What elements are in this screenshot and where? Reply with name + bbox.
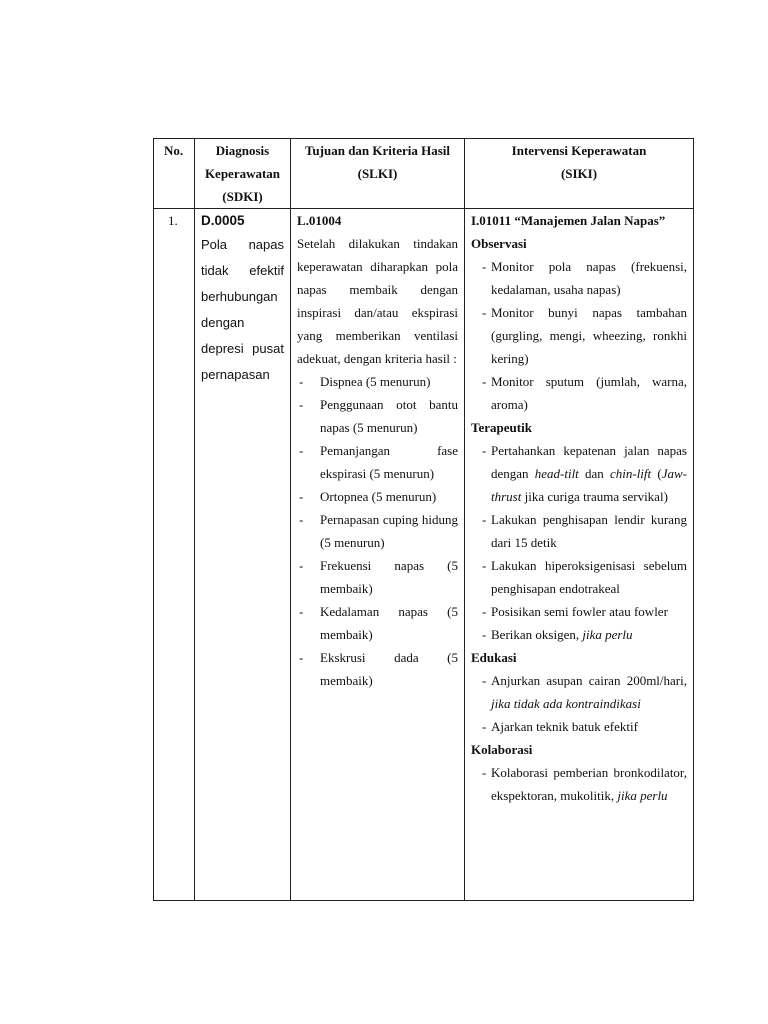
list-item: - Kedalaman napas (5 membaik) bbox=[297, 600, 458, 646]
list-item bbox=[471, 623, 687, 646]
row-number-cell bbox=[154, 209, 195, 901]
text-segment: Anjurkan asupan cairan 200ml/hari, bbox=[491, 673, 687, 688]
header-intervention-line: Intervensi Keperawatan bbox=[511, 143, 647, 158]
list-item bbox=[471, 669, 687, 715]
list-item: - Ajarkan teknik batuk efektif bbox=[471, 715, 687, 738]
text-segment: Kolaborasi pemberian bronkodilator, ekspektoran, mukolitik, bbox=[491, 765, 687, 803]
row-number: 1. bbox=[168, 213, 178, 228]
header-no bbox=[154, 139, 195, 209]
text-segment: jika curiga trauma servikal) bbox=[521, 489, 668, 504]
goal-text: Setelah dilakukan tindakan keperawatan diharapkan pola napas membaik dengan inspirasi dan/atau ekspirasi yang memberikan ventilasi adekuat, dengan kriteria hasil : bbox=[297, 236, 458, 366]
diagnosis-text: Pola napas tidak efektif berhubungan dengan depresi pusat pernapasan bbox=[201, 237, 284, 382]
header-diagnosis-line: Keperawatan bbox=[204, 166, 281, 181]
edukasi-heading: Edukasi bbox=[471, 650, 517, 665]
list-item: - Dispnea (5 menurun) bbox=[297, 370, 458, 393]
header-intervention bbox=[465, 139, 694, 209]
kolaborasi-list bbox=[471, 761, 687, 807]
header-intervention-line: (SIKI) bbox=[560, 166, 598, 181]
terapeutik-heading: Terapeutik bbox=[471, 420, 532, 435]
list-item: - Monitor pola napas (frekuensi, kedalaman, usaha napas) bbox=[471, 255, 687, 301]
list-item: - Monitor bunyi napas tambahan (gurgling, mengi, wheezing, ronkhi kering) bbox=[471, 301, 687, 370]
header-diagnosis-line: (SDKI) bbox=[222, 189, 263, 204]
list-item: - Ortopnea (5 menurun) bbox=[297, 485, 458, 508]
text-segment: ( bbox=[651, 466, 662, 481]
list-item: - Pemanjangan fase ekspirasi (5 menurun) bbox=[297, 439, 458, 485]
header-diagnosis-line: Diagnosis bbox=[215, 143, 270, 158]
italic-segment: Jaw-thrust bbox=[491, 466, 687, 504]
list-item bbox=[471, 761, 687, 807]
nursing-care-plan-table bbox=[153, 138, 694, 901]
text-segment: Pertahankan kepatenan jalan napas dengan bbox=[491, 443, 687, 481]
criteria-list bbox=[297, 370, 458, 692]
observasi-heading: Observasi bbox=[471, 236, 527, 251]
terapeutik-list bbox=[471, 439, 687, 646]
italic-segment: jika perlu bbox=[582, 627, 633, 642]
list-item: - Pernapasan cuping hidung (5 menurun) bbox=[297, 508, 458, 554]
italic-segment: jika perlu bbox=[617, 788, 668, 803]
list-item: - Penggunaan otot bantu napas (5 menurun) bbox=[297, 393, 458, 439]
text-segment: dan bbox=[578, 466, 610, 481]
diagnosis-cell bbox=[195, 209, 291, 901]
header-row bbox=[154, 139, 694, 209]
table-row bbox=[154, 209, 694, 901]
header-goals-line: (SLKI) bbox=[357, 166, 398, 181]
kolaborasi-heading: Kolaborasi bbox=[471, 742, 533, 757]
italic-segment: chin-lift bbox=[609, 466, 652, 481]
list-item: - Posisikan semi fowler atau fowler bbox=[471, 600, 687, 623]
list-item: - Frekuensi napas (5 membaik) bbox=[297, 554, 458, 600]
header-goals-line: Tujuan dan Kriteria Hasil bbox=[304, 143, 451, 158]
intervention-cell bbox=[465, 209, 694, 901]
list-item: - Ekskrusi dada (5 membaik) bbox=[297, 646, 458, 692]
list-item: - Lakukan hiperoksigenisasi sebelum penghisapan endotrakeal bbox=[471, 554, 687, 600]
goal-code: L.01004 bbox=[297, 213, 342, 228]
goals-cell bbox=[291, 209, 465, 901]
italic-segment: jika tidak ada kontraindikasi bbox=[491, 696, 641, 711]
list-item: - Monitor sputum (jumlah, warna, aroma) bbox=[471, 370, 687, 416]
intervention-code: I.01011 “Manajemen Jalan Napas” bbox=[471, 213, 666, 228]
list-item: - Lakukan penghisapan lendir kurang dari 15 detik bbox=[471, 508, 687, 554]
italic-segment: head-tilt bbox=[534, 466, 579, 481]
diagnosis-code: D.0005 bbox=[201, 213, 245, 228]
header-no-label: No. bbox=[164, 143, 184, 158]
observasi-list bbox=[471, 255, 687, 416]
header-goals bbox=[291, 139, 465, 209]
text-segment: Berikan oksigen, bbox=[491, 627, 583, 642]
list-item bbox=[471, 439, 687, 508]
edukasi-list bbox=[471, 669, 687, 738]
header-diagnosis bbox=[195, 139, 291, 209]
